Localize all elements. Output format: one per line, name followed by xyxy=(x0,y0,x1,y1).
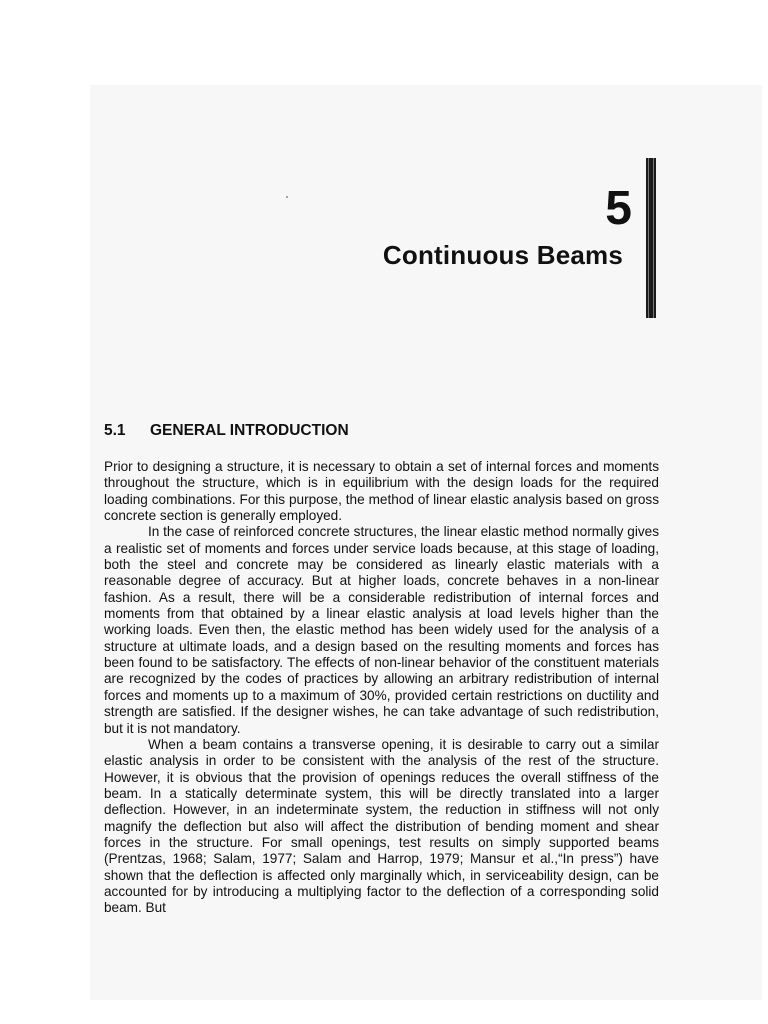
section-title: GENERAL INTRODUCTION xyxy=(150,422,349,439)
paragraph-3: When a beam contains a transverse opening, it is desirable to carry out a similar elastic analysis in order to be consistent with the analysis of the rest of the structure. However, it is obvious that the provision of openings reduces the overall stiffness of the beam. In a statically determinate system, this will be directly translated into a larger deflection. However, in an indeterminate system, the reduction in stiffness will not only magnify the deflection but also will affect the distribution of bending moment and shear forces in the structure. For small openings, test results on simply supported beams (Prentzas, 1968; Salam, 1977; Salam and Harrop, 1979; Mansur et al.,“In press”) have shown that the deflection is affected only marginally which, in serviceability design, can be accounted for by introducing a multiplying factor to the deflection of a corresponding solid beam. But xyxy=(104,736,659,916)
chapter-marker-bar xyxy=(646,158,656,318)
section-heading xyxy=(104,422,349,440)
body-text xyxy=(104,459,659,917)
chapter-number: 5 xyxy=(605,182,632,235)
scan-speck xyxy=(286,196,288,198)
chapter-title: Continuous Beams xyxy=(382,240,623,270)
paragraph-2: In the case of reinforced concrete structures, the linear elastic method normally gives a realistic set of moments and forces under service loads because, at this stage of loading, both the steel and concrete may be considered as linearly elastic materials with a reasonable degree of accuracy. But at higher loads, concrete behaves in a non-linear fashion. As a result, there will be a considerable redistribution of internal forces and moments from that obtained by a linear elastic analysis at load levels higher than the working loads. Even then, the elastic method has been widely used for the analysis of a structure at ultimate loads, and a design based on the resulting moments and forces has been found to be satisfactory. The effects of non-linear behavior of the constituent materials are recognized by the codes of practices by allowing an arbitrary redistribution of internal forces and moments up to a maximum of 30%, provided certain restrictions on ductility and strength are satisfied. If the designer wishes, he can take advantage of such redistribution, but it is not mandatory. xyxy=(104,524,659,736)
paragraph-1: Prior to designing a structure, it is necessary to obtain a set of internal forces and moments throughout the structure, which is in equilibrium with the design loads for the required loading combinations. For this purpose, the method of linear elastic analysis based on gross concrete section is generally employed. xyxy=(104,459,659,524)
section-number: 5.1 xyxy=(104,422,126,439)
